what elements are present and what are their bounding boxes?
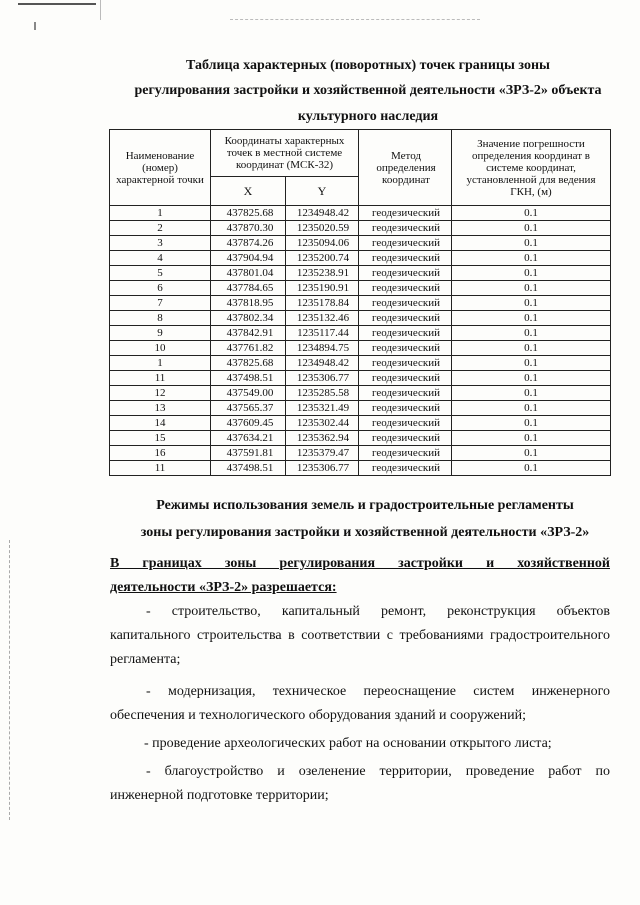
cell-x: 437634.21 xyxy=(211,431,286,446)
cell-method: геодезический xyxy=(359,371,452,386)
table-row xyxy=(110,341,611,356)
table-title-line3: культурного наследия xyxy=(297,109,439,124)
cell-accuracy: 0.1 xyxy=(452,431,611,446)
cell-point-number: 3 xyxy=(110,236,211,251)
table-row xyxy=(110,371,611,386)
cell-y: 1235238.91 xyxy=(286,266,359,281)
cell-accuracy: 0.1 xyxy=(452,386,611,401)
item4-line2: инженерной подготовке территории; xyxy=(110,788,329,803)
table-body xyxy=(110,206,611,476)
cell-x: 437801.04 xyxy=(211,266,286,281)
allowed-heading-text: деятельности «ЗРЗ-2» разрешается: xyxy=(110,580,337,595)
table-title-line2: регулирования застройки и хозяйственной деятельности «ЗРЗ-2» объекта xyxy=(134,83,602,98)
cell-point-number: 8 xyxy=(110,311,211,326)
cell-point-number: 1 xyxy=(110,206,211,221)
table-row xyxy=(110,206,611,221)
cell-x: 437498.51 xyxy=(211,461,286,476)
cell-method: геодезический xyxy=(359,401,452,416)
allowed-heading-line2 xyxy=(110,576,610,600)
cell-point-number: 14 xyxy=(110,416,211,431)
cell-method: геодезический xyxy=(359,296,452,311)
item1-line2: капитального строительства в соответствии с требованиями градостроительного xyxy=(110,628,610,643)
table-row xyxy=(110,461,611,476)
cell-accuracy: 0.1 xyxy=(452,401,611,416)
header-y: Y xyxy=(286,177,359,206)
cell-y: 1234948.42 xyxy=(286,206,359,221)
cell-y: 1235306.77 xyxy=(286,371,359,386)
cell-point-number: 11 xyxy=(110,371,211,386)
cell-point-number: 7 xyxy=(110,296,211,311)
cell-y: 1235132.46 xyxy=(286,311,359,326)
cell-method: геодезический xyxy=(359,206,452,221)
cell-accuracy: 0.1 xyxy=(452,341,611,356)
cell-point-number: 6 xyxy=(110,281,211,296)
cell-accuracy: 0.1 xyxy=(452,416,611,431)
cell-y: 1234894.75 xyxy=(286,341,359,356)
cell-x: 437825.68 xyxy=(211,206,286,221)
item1-line1: - строительство, капитальный ремонт, реконструкция объектов xyxy=(146,604,610,619)
cell-x: 437565.37 xyxy=(211,401,286,416)
cell-point-number: 4 xyxy=(110,251,211,266)
cell-x: 437874.26 xyxy=(211,236,286,251)
table-row xyxy=(110,251,611,266)
cell-method: геодезический xyxy=(359,386,452,401)
cell-x: 437904.94 xyxy=(211,251,286,266)
table-row xyxy=(110,296,611,311)
cell-method: геодезический xyxy=(359,416,452,431)
allowed-heading-line1 xyxy=(110,552,610,576)
cell-point-number: 5 xyxy=(110,266,211,281)
cell-method: геодезический xyxy=(359,221,452,236)
cell-x: 437802.34 xyxy=(211,311,286,326)
cell-accuracy: 0.1 xyxy=(452,446,611,461)
cell-accuracy: 0.1 xyxy=(452,206,611,221)
cell-point-number: 1 xyxy=(110,356,211,371)
cell-y: 1235020.59 xyxy=(286,221,359,236)
table-row xyxy=(110,236,611,251)
scan-artifact-dashes xyxy=(230,19,480,21)
cell-x: 437784.65 xyxy=(211,281,286,296)
item4-line1: - благоустройство и озеленение территории, проведение работ по xyxy=(146,764,610,779)
cell-point-number: 11 xyxy=(110,461,211,476)
table-title-line1: Таблица характерных (поворотных) точек границы зоны xyxy=(186,58,550,73)
cell-x: 437842.91 xyxy=(211,326,286,341)
cell-y: 1235178.84 xyxy=(286,296,359,311)
cell-point-number: 12 xyxy=(110,386,211,401)
table-row xyxy=(110,446,611,461)
cell-method: геодезический xyxy=(359,281,452,296)
cell-accuracy: 0.1 xyxy=(452,356,611,371)
table-row xyxy=(110,386,611,401)
cell-method: геодезический xyxy=(359,251,452,266)
cell-point-number: 15 xyxy=(110,431,211,446)
cell-y: 1234948.42 xyxy=(286,356,359,371)
cell-accuracy: 0.1 xyxy=(452,461,611,476)
cell-method: геодезический xyxy=(359,311,452,326)
table-row xyxy=(110,416,611,431)
cell-method: геодезический xyxy=(359,356,452,371)
cell-y: 1235302.44 xyxy=(286,416,359,431)
section-title-line2: зоны регулирования застройки и хозяйственной деятельности «ЗРЗ-2» xyxy=(140,525,590,540)
header-coordinates: Координаты характерных точек в местной системе координат (МСК-32) xyxy=(211,130,359,177)
cell-x: 437825.68 xyxy=(211,356,286,371)
scan-artifact-tick xyxy=(100,0,101,20)
cell-y: 1235200.74 xyxy=(286,251,359,266)
table-row xyxy=(110,431,611,446)
cell-y: 1235379.47 xyxy=(286,446,359,461)
cell-method: геодезический xyxy=(359,461,452,476)
cell-accuracy: 0.1 xyxy=(452,251,611,266)
cell-x: 437761.82 xyxy=(211,341,286,356)
scan-artifact-tick xyxy=(34,22,36,30)
cell-x: 437498.51 xyxy=(211,371,286,386)
header-x: X xyxy=(211,177,286,206)
cell-x: 437549.00 xyxy=(211,386,286,401)
cell-method: геодезический xyxy=(359,446,452,461)
item2-line2: обеспечения и технологического оборудования зданий и сооружений; xyxy=(110,708,526,723)
table-row xyxy=(110,356,611,371)
table-row xyxy=(110,311,611,326)
item2-line1: - модернизация, техническое переоснащение систем инженерного xyxy=(146,684,610,699)
cell-y: 1235321.49 xyxy=(286,401,359,416)
cell-x: 437609.45 xyxy=(211,416,286,431)
cell-point-number: 13 xyxy=(110,401,211,416)
item1-line3: регламента; xyxy=(110,652,181,667)
cell-accuracy: 0.1 xyxy=(452,371,611,386)
scan-artifact-margin xyxy=(9,540,11,820)
table-row xyxy=(110,401,611,416)
table-row xyxy=(110,326,611,341)
cell-y: 1235190.91 xyxy=(286,281,359,296)
cell-method: геодезический xyxy=(359,431,452,446)
header-accuracy: Значение погрешности определения координат в системе координат, установленной для ведения ГКН, (м) xyxy=(452,130,611,206)
section-title-line1: Режимы использования земель и градостроительные регламенты xyxy=(156,498,574,513)
cell-accuracy: 0.1 xyxy=(452,236,611,251)
cell-accuracy: 0.1 xyxy=(452,221,611,236)
item3-line1: - проведение археологических работ на основании открытого листа; xyxy=(144,736,552,751)
table-row xyxy=(110,221,611,236)
table-row xyxy=(110,266,611,281)
cell-y: 1235285.58 xyxy=(286,386,359,401)
coordinates-table xyxy=(109,129,611,476)
cell-y: 1235306.77 xyxy=(286,461,359,476)
cell-method: геодезический xyxy=(359,266,452,281)
allowed-heading-text: В границах зоны регулирования застройки и хозяйственной xyxy=(110,556,610,571)
cell-accuracy: 0.1 xyxy=(452,296,611,311)
cell-method: геодезический xyxy=(359,326,452,341)
cell-method: геодезический xyxy=(359,341,452,356)
cell-x: 437591.81 xyxy=(211,446,286,461)
header-point-name: Наименование (номер) характерной точки xyxy=(110,130,211,206)
header-method: Метод определения координат xyxy=(359,130,452,206)
cell-point-number: 10 xyxy=(110,341,211,356)
table-row xyxy=(110,281,611,296)
cell-accuracy: 0.1 xyxy=(452,326,611,341)
cell-x: 437870.30 xyxy=(211,221,286,236)
cell-accuracy: 0.1 xyxy=(452,266,611,281)
cell-y: 1235094.06 xyxy=(286,236,359,251)
cell-accuracy: 0.1 xyxy=(452,281,611,296)
cell-y: 1235362.94 xyxy=(286,431,359,446)
cell-point-number: 16 xyxy=(110,446,211,461)
cell-point-number: 9 xyxy=(110,326,211,341)
cell-y: 1235117.44 xyxy=(286,326,359,341)
scan-artifact-line xyxy=(18,3,96,5)
cell-accuracy: 0.1 xyxy=(452,311,611,326)
cell-point-number: 2 xyxy=(110,221,211,236)
cell-x: 437818.95 xyxy=(211,296,286,311)
cell-method: геодезический xyxy=(359,236,452,251)
